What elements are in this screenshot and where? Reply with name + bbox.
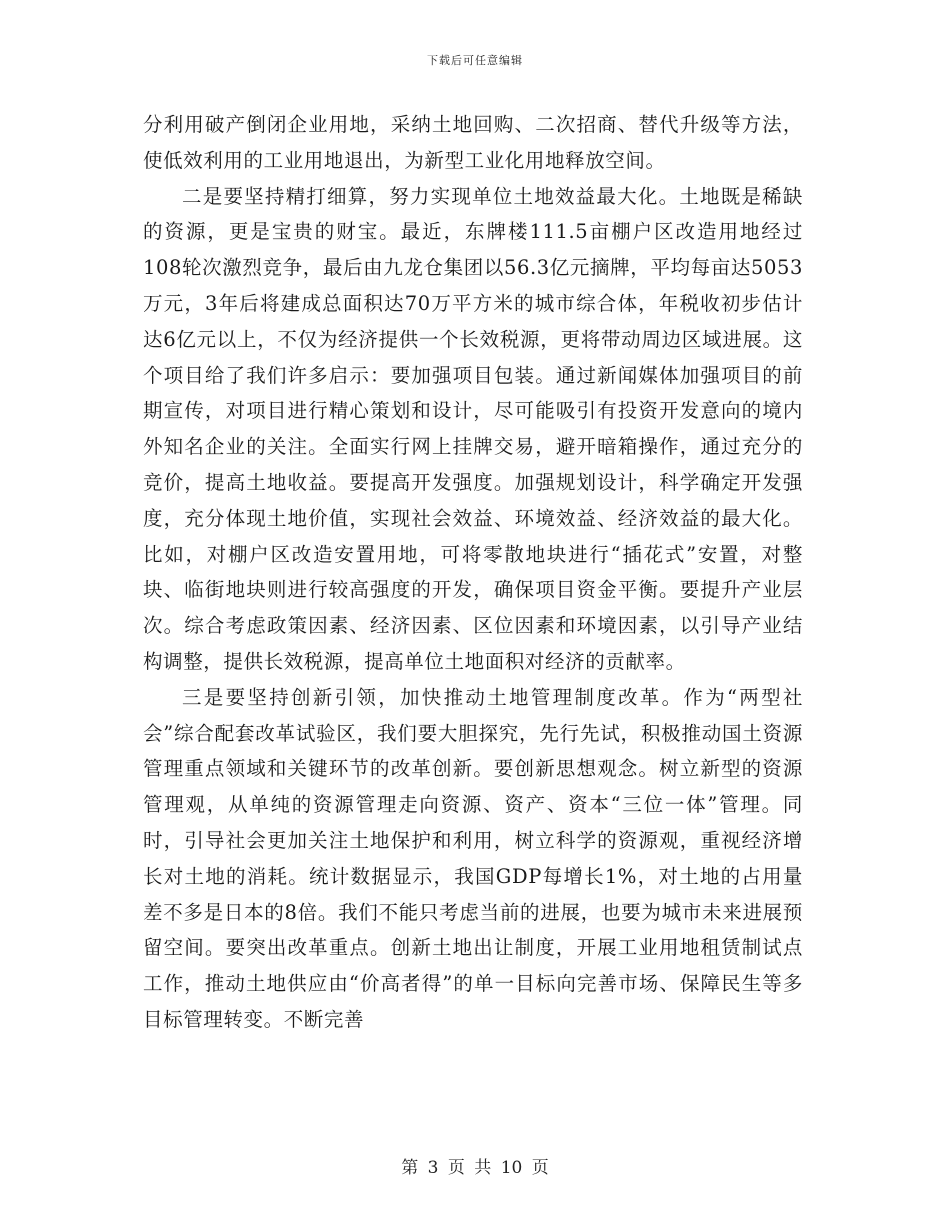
page-header: 下载后可任意编辑	[427, 54, 523, 67]
document-body	[143, 107, 803, 1038]
paragraph-2: 二是要坚持精打细算，努力实现单位土地效益最大化。土地既是稀缺的资源，更是宝贵的财宝。最近，东牌楼111.5亩棚户区改造用地经过108轮次激烈竞争，最后由九龙仓集团以56.3亿元摘牌，平均每亩达5053万元，3年后将建成总面积达70万平方米的城市综合体，年税收初步估计达6亿元以上，不仅为经济提供一个长效税源，更将带动周边区域进展。这个项目给了我们许多启示：要加强项目包装。通过新闻媒体加强项目的前期宣传，对项目进行精心策划和设计，尽可能吸引有投资开发意向的境内外知名企业的关注。全面实行网上挂牌交易，避开暗箱操作，通过充分的竞价，提高土地收益。要提高开发强度。加强规划设计，科学确定开发强度，充分体现土地价值，实现社会效益、环境效益、经济效益的最大化。比如，对棚户区改造安置用地，可将零散地块进行“插花式”安置，对整块、临街地块则进行较高强度的开发，确保项目资金平衡。要提升产业层次。综合考虑政策因素、经济因素、区位因素和环境因素，以引导产业结构调整，提供长效税源，提高单位土地面积对经济的贡献率。	[143, 184, 803, 673]
paragraph-3: 三是要坚持创新引领，加快推动土地管理制度改革。作为“两型社会”综合配套改革试验区，我们要大胆探究，先行先试，积极推动国土资源管理重点领域和关键环节的改革创新。要创新思想观念。树立新型的资源管理观，从单纯的资源管理走向资源、资产、资本“三位一体”管理。同时，引导社会更加关注土地保护和利用，树立科学的资源观，重视经济增长对土地的消耗。统计数据显示，我国GDP每增长1%，对土地的占用量差不多是日本的8倍。我们不能只考虑当前的进展，也要为城市未来进展预留空间。要突出改革重点。创新土地出让制度，开展工业用地租赁制试点工作，推动土地供应由“价高者得”的单一目标向完善市场、保障民生等多目标管理转变。不断完善	[143, 685, 803, 1031]
page-number-footer: 第 3 页 共 10 页	[401, 1158, 549, 1178]
paragraph-continuation: 分利用破产倒闭企业用地，采纳土地回购、二次招商、替代升级等方法，使低效利用的工业用地退出，为新型工业化用地释放空间。	[143, 113, 803, 172]
